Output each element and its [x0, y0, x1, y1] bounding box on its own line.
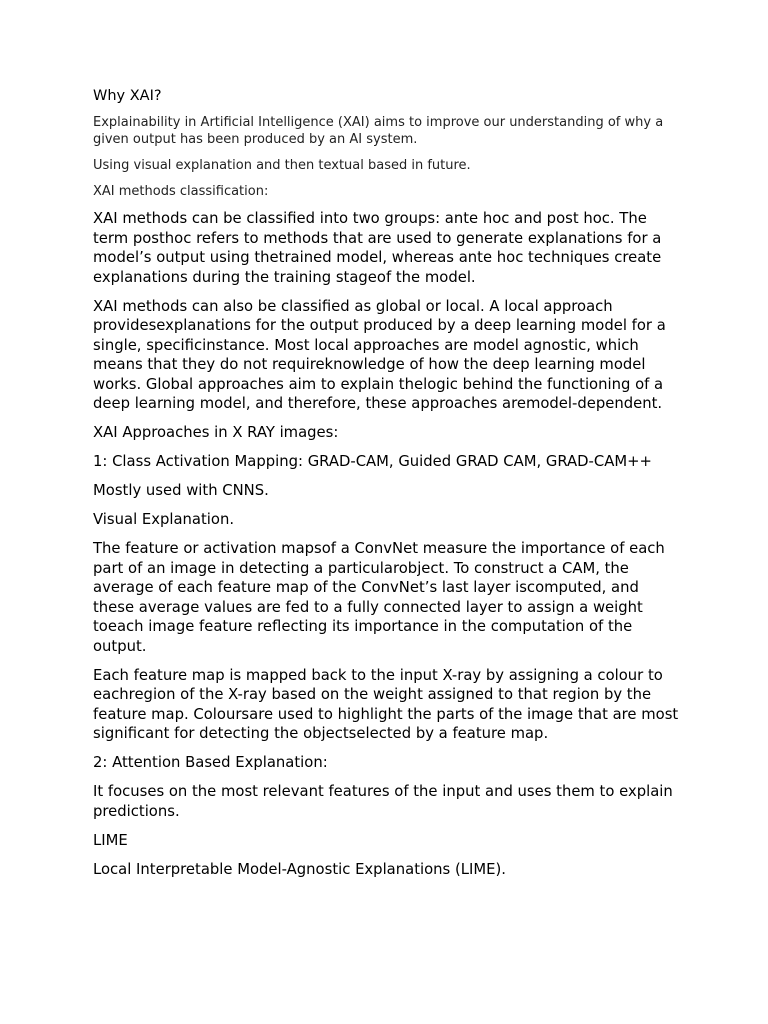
paragraph-attention-heading: 2: Attention Based Explanation:: [93, 754, 328, 771]
intro-paragraph-3: XAI methods classification:: [93, 184, 269, 199]
paragraph-lime-desc: Local Interpretable Model-Agnostic Explanations (LIME).: [93, 860, 506, 878]
paragraph-feature-maps: The feature or activation mapsof a ConvNet measure the importance of each part of an image in detecting a particularobject. To construct a CAM, the average of each feature map of the ConvNet’s last layer iscomputed, and these average values are fed to a fully connected layer to assign a weight toeach image feature reflecting its importance in the computation of the output.: [93, 540, 665, 655]
paragraph-visual-explanation: Visual Explanation.: [93, 511, 235, 528]
paragraph-cam: 1: Class Activation Mapping: GRAD-CAM, Guided GRAD CAM, GRAD-CAM++: [93, 453, 652, 470]
paragraph-ante-post-hoc: XAI methods can be classified into two groups: ante hoc and post hoc. The term posthoc refers to methods that are used to generate explanations for a model’s output using thetrained model, whereas ante hoc techniques create explanations during the training stageof the model.: [93, 210, 662, 286]
intro-paragraph-1: Explainability in Artificial Intelligence (XAI) aims to improve our understanding of why a given output has been produced by an AI system.: [93, 115, 664, 147]
document-title: Why XAI?: [93, 88, 162, 104]
paragraph-attention-desc: It focuses on the most relevant features of the input and uses them to explain predictions.: [93, 783, 673, 820]
intro-paragraph-2: Using visual explanation and then textual based in future.: [93, 158, 471, 173]
paragraph-global-local: XAI methods can also be classified as global or local. A local approach providesexplanations for the output produced by a deep learning model for a single, specificinstance. Most local approaches are model agnostic, which means that they do not requireknowledge of how the deep learning model works. Global approaches aim to explain thelogic behind the functioning of a deep learning model, and therefore, these approaches aremodel-dependent.: [93, 297, 666, 412]
paragraph-lime-heading: LIME: [93, 831, 128, 849]
paragraph-xray-approaches: XAI Approaches in X RAY images:: [93, 424, 339, 441]
paragraph-cnns: Mostly used with CNNS.: [93, 482, 269, 499]
document-page: [93, 86, 683, 889]
paragraph-feature-map-colours: Each feature map is mapped back to the input X-ray by assigning a colour to eachregion of the X-ray based on the weight assigned to that region by the feature map. Coloursare used to highlight the parts of the image that are most significant for detecting the objectselected by a feature map.: [93, 666, 679, 742]
